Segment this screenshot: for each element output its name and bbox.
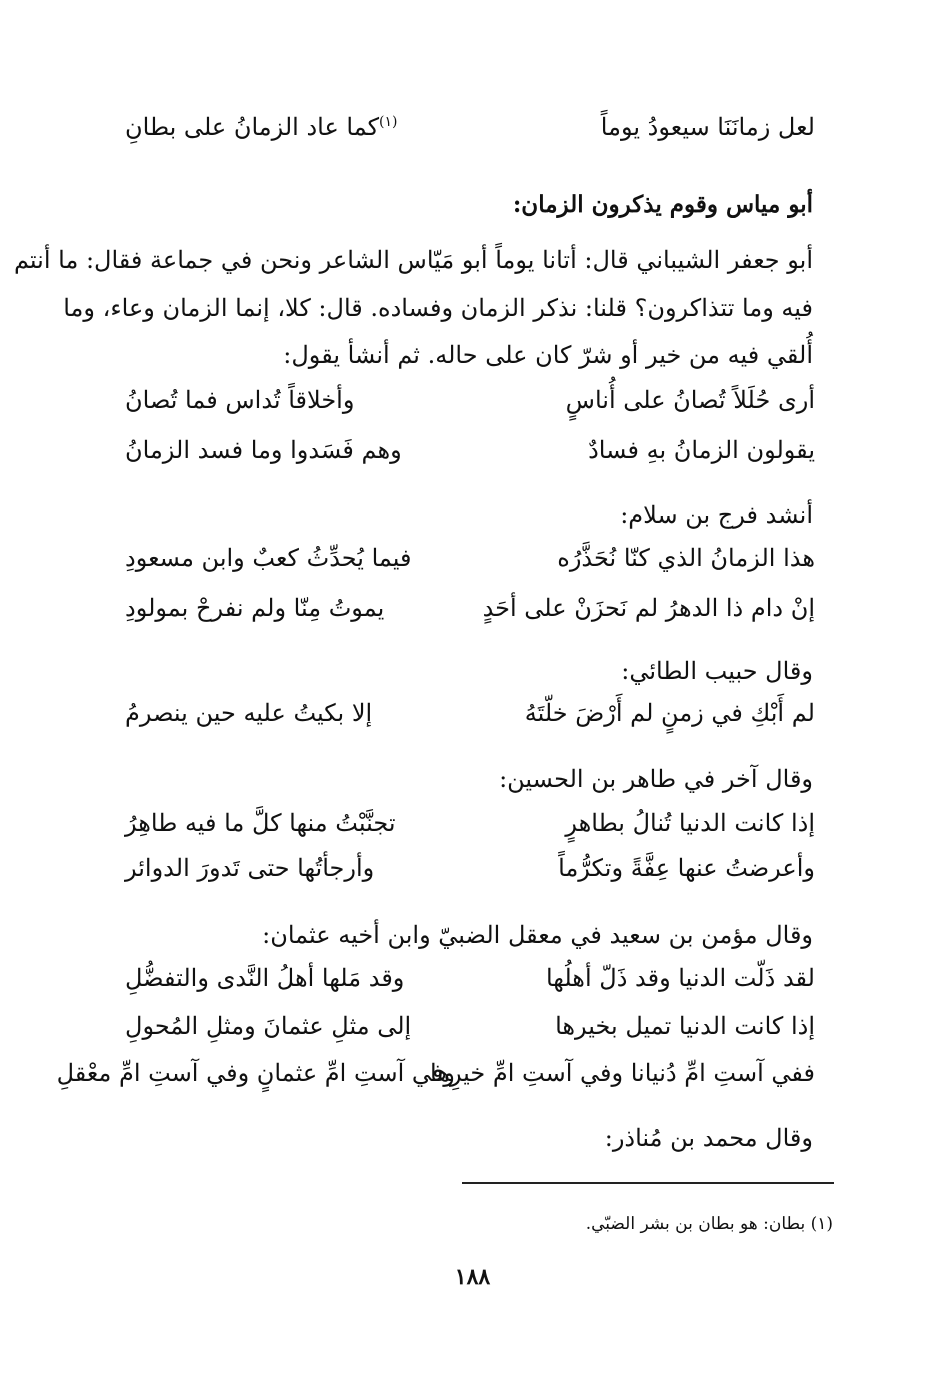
verse-first-hemistich: ففي آستِ امِّ دُنيانا وفي آستِ امِّ خيرِها [429,1059,815,1087]
verse-line [125,593,815,627]
poem-intro: أنشد فرج بن سلام: [620,501,813,529]
prose-line: أُلقي فيه من خير أو شرّ كان على حاله. ثم أنشأ يقول: [283,341,813,369]
verse-second-hemistich-text: كما عاد الزمانُ على بطانِ [125,113,380,141]
verse-first-hemistich: وأعرضتُ عنها عِفَّةً وتكرُّماً [558,854,815,882]
verse-first-hemistich: لقد ذَلّت الدنيا وقد ذَلّ أهلُها [545,964,815,992]
footnote-reference: (١) [379,114,398,130]
verse-first-hemistich: يقولون الزمانُ بهِ فسادٌ [588,436,815,464]
opening-verse [125,112,815,146]
poem-intro: وقال مؤمن بن سعيد في معقل الضبيّ وابن أخيه عثمان: [262,921,813,949]
verse-second-hemistich: وقد مَلها أهلُ النَّدى والتفضُّلِ [125,964,405,992]
verse-second-hemistich: وهم فَسَدوا وما فسد الزمانُ [125,436,402,464]
verse-second-hemistich [125,112,455,143]
verse-first-hemistich: أرى حُلَلاً تُصانُ على أُناسٍ [565,386,815,414]
poem-intro: وقال آخر في طاهر بن الحسين: [499,765,813,793]
verse-second-hemistich: وأرجأتُها حتى تَدورَ الدوائر [125,854,375,882]
page-number: ١٨٨ [454,1264,491,1290]
verse-line [125,853,815,887]
verse-first-hemistich: لعل زمانَنَا سيعودُ يوماً [600,113,815,141]
verse-line [56,1058,815,1092]
verse-second-hemistich: يموتُ مِنّا ولم نفرحْ بمولودِ [125,594,385,622]
verse-second-hemistich: وفي آستِ امِّ عثمانٍ وفي آستِ امِّ معْقلِ [56,1059,455,1087]
verse-line [125,543,815,577]
verse-line [125,963,815,997]
verse-line [125,435,815,469]
verse-line [125,698,815,732]
verse-first-hemistich: لم أَبْكِ في زمنٍ لم أَرْضَ خلّتَهُ [524,699,815,727]
section-heading: أبو مياس وقوم يذكرون الزمان: [512,191,813,218]
footnote: (١) بطان: هو بطان بن بشر الضبّي. [585,1214,833,1234]
poem-intro: وقال حبيب الطائي: [621,657,813,685]
verse-first-hemistich: إذا كانت الدنيا تُنالُ بطاهرٍ [565,809,815,837]
verse-second-hemistich: وأخلاقاً تُداس فما تُصانُ [125,386,355,414]
prose-line: فيه وما تتذاكرون؟ قلنا: نذكر الزمان وفساده. قال: كلا، إنما الزمان وعاء، وما [63,294,813,322]
poem-intro: وقال محمد بن مُناذر: [604,1124,813,1152]
verse-second-hemistich: إلا بكيتُ عليه حين ينصرمُ [125,699,373,727]
prose-line: أبو جعفر الشيباني قال: أتانا يوماً أبو مَيّاس الشاعر ونحن في جماعة فقال: ما أنتم [13,246,813,274]
verse-first-hemistich: إذا كانت الدنيا تميل بخيرها [555,1012,815,1040]
verse-line [125,808,815,842]
verse-line [125,385,815,419]
footnote-divider [462,1182,834,1184]
verse-second-hemistich: تجنَّبْتُ منها كلَّ ما فيه طاهِرُ [125,809,396,837]
verse-second-hemistich: إلى مثلِ عثمانَ ومثلِ المُحولِ [125,1012,412,1040]
verse-line [125,1011,815,1045]
verse-second-hemistich: فيما يُحدِّثُ كعبٌ وابن مسعودِ [125,544,412,572]
verse-first-hemistich: إنْ دام ذا الدهرُ لم نَحزَنْ على أحَدٍ [482,594,815,622]
verse-first-hemistich: هذا الزمانُ الذي كنّا نُحَذَّرُه [557,544,815,572]
